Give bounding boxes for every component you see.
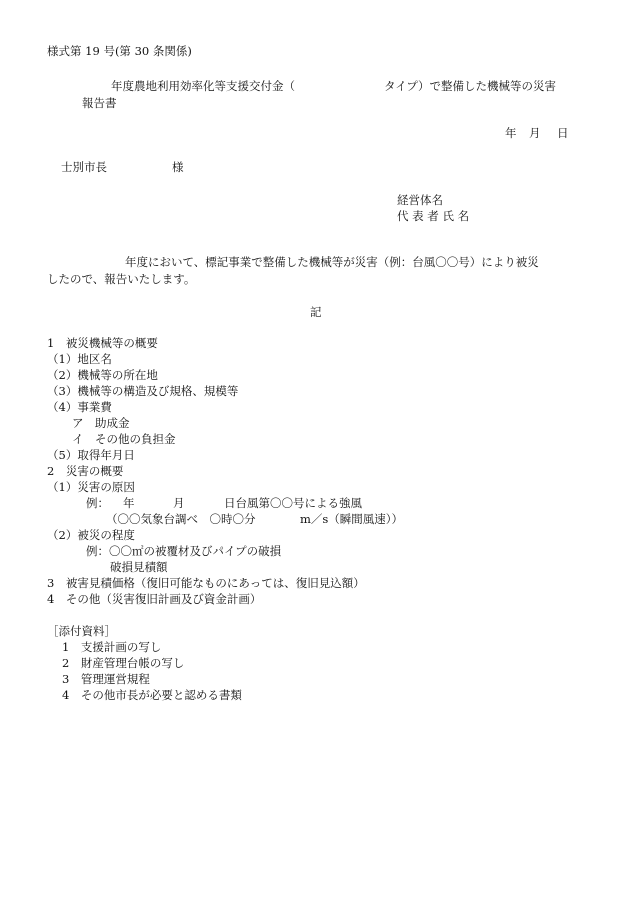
section-1-5: （5）取得年月日 <box>47 448 135 462</box>
addressee-honorific: 様 <box>172 160 184 174</box>
section-2-1-example-day: 日台風第〇〇号による強風 <box>224 496 362 510</box>
title-prefix: 年度農地利用効率化等支援交付金（ <box>111 79 295 93</box>
section-2-1-example-label: 例： <box>86 496 109 510</box>
section-3: 3 被害見積価格（復旧可能なものにあっては、復旧見込額） <box>47 576 365 590</box>
title-suffix: タイプ）で整備した機械等の災害 <box>384 79 557 93</box>
section-2-1: （1）災害の原因 <box>47 480 135 494</box>
attachments-heading: ［添付資料］ <box>47 624 116 638</box>
attachment-item-3: 3 管理運営規程 <box>62 672 150 686</box>
section-1: 1 被災機械等の概要 <box>47 336 158 350</box>
attachment-item-2: 2 財産管理台帳の写し <box>62 656 185 670</box>
body-line1: 年度において、標記事業で整備した機械等が災害（例：台風〇〇号）により被災 <box>125 255 539 269</box>
form-number: 様式第 19 号(第 30 条関係) <box>47 44 192 58</box>
attachment-item-1: 1 支援計画の写し <box>62 640 162 654</box>
section-4: 4 その他（災害復旧計画及び資金計画） <box>47 592 262 606</box>
sender-representative-label: 代 表 者 氏 名 <box>397 209 470 223</box>
section-1-3: （3）機械等の構造及び規格、規模等 <box>47 384 239 398</box>
body-line2: したので、報告いたします。 <box>47 272 196 286</box>
section-2-2-example: 例：〇〇㎡の被覆材及びパイプの破損 <box>86 544 282 558</box>
title-line2: 報告書 <box>82 96 117 110</box>
section-2-1-example-year: 年 <box>123 496 135 510</box>
section-1-2: （2）機械等の所在地 <box>47 368 158 382</box>
sender-entity-label: 経営体名 <box>397 193 443 207</box>
section-2: 2 災害の概要 <box>47 464 124 478</box>
section-2-1-example-month: 月 <box>173 496 185 510</box>
date-month: 月 <box>529 126 541 140</box>
ki-heading: 記 <box>310 305 322 319</box>
section-2-1-example-observation: （〇〇気象台調べ 〇時〇分 <box>106 512 256 526</box>
date-year: 年 <box>505 126 517 140</box>
section-1-4: （4）事業費 <box>47 400 112 414</box>
section-2-1-example-windspeed: m／s（瞬間風速）） <box>300 512 404 526</box>
section-1-4-i: イ その他の負担金 <box>72 432 176 446</box>
section-1-1: （1）地区名 <box>47 352 112 366</box>
section-2-2: （2）被災の程度 <box>47 528 135 542</box>
section-1-4-a: ア 助成金 <box>72 416 130 430</box>
section-2-2-estimate: 破損見積額 <box>110 560 168 574</box>
date-day: 日 <box>557 126 569 140</box>
attachment-item-4: 4 その他市長が必要と認める書類 <box>62 688 242 702</box>
addressee-name: 士別市長 <box>61 160 107 174</box>
